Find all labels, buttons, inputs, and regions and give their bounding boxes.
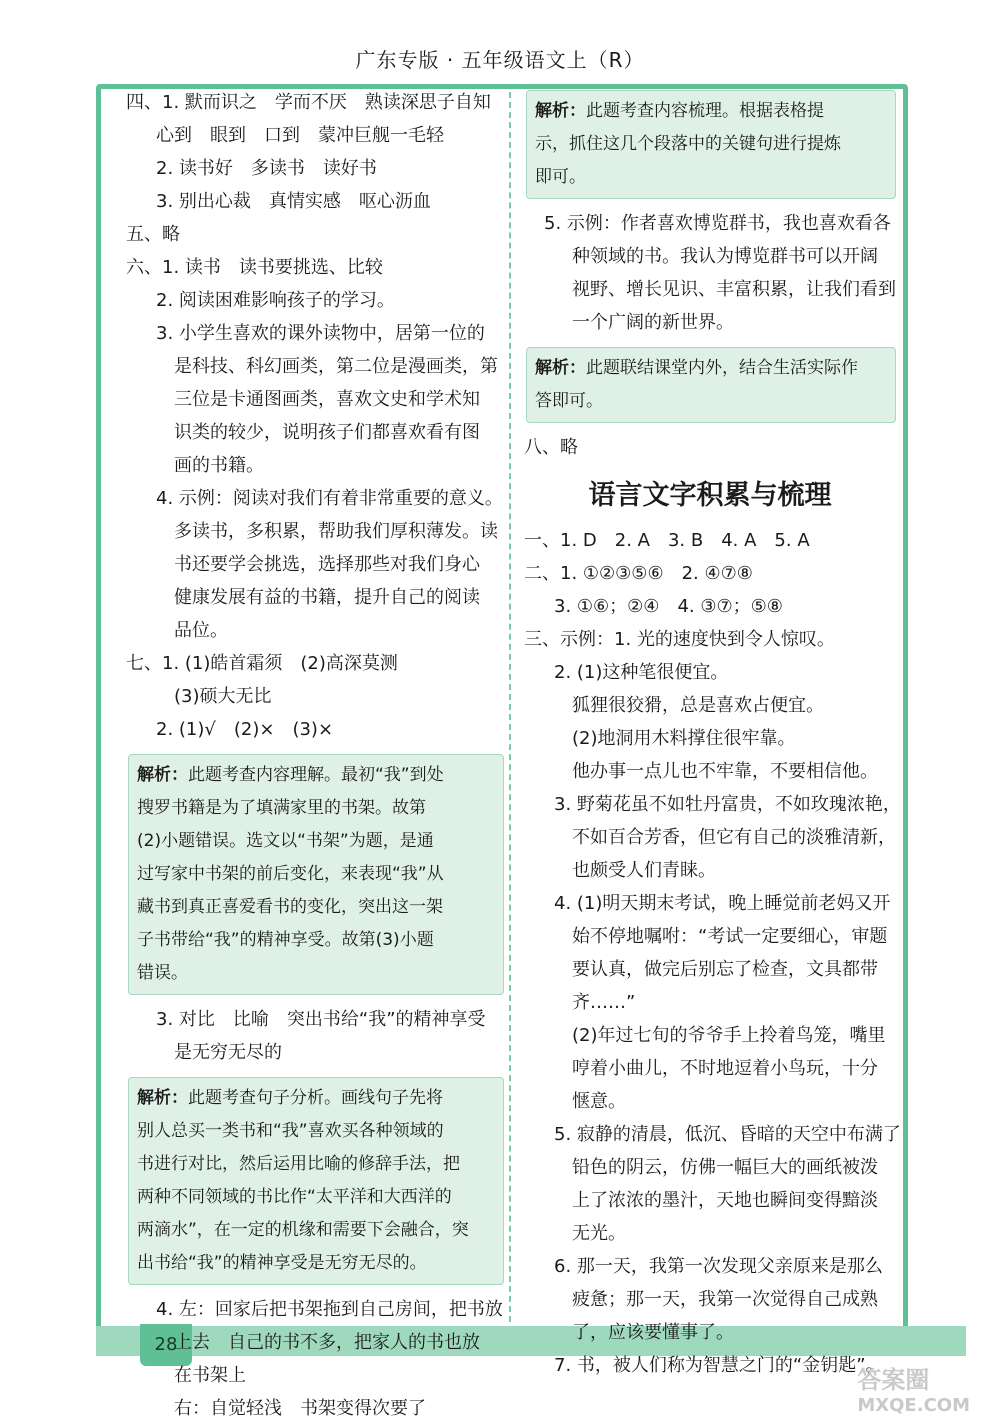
answer-7-4: 4. 左：回家后把书架拖到自己房间，把书放: [156, 1299, 503, 1320]
analysis-text: 别人总买一类书和“我”喜欢买各种领域的: [137, 1121, 444, 1141]
answer-7-1-cont: (3)硕大无比: [174, 686, 272, 707]
answer-7-4-cont: 右：自觉轻浅 书架变得次要了: [174, 1398, 426, 1419]
answer-r3-2: 2. (1)这种笔很便宜。: [554, 662, 729, 683]
answer-6-2: 2. 阅读困难影响孩子的学习。: [156, 290, 395, 311]
answer-6-3-cont: 识类的较少，说明孩子们都喜欢看有图: [174, 422, 480, 443]
section-title: 语言文字积累与梳理: [588, 480, 832, 511]
analysis-text: 错误。: [137, 963, 188, 983]
answer-7-2: 2. (1)√ (2)× (3)×: [156, 719, 334, 740]
answer-r3-5-cont: 上了浓浓的墨汁，天地也瞬间变得黯淡: [572, 1190, 878, 1211]
analysis-text: 藏书到真正喜爱看书的变化，突出这一架: [137, 897, 443, 917]
analysis-text: 此题考查句子分析。画线句子先将: [188, 1088, 443, 1108]
left-column: [126, 86, 504, 1425]
answer-7-1: 七、1. (1)皓首霜须 (2)高深莫测: [126, 653, 398, 674]
analysis-text: 答即可。: [535, 391, 603, 411]
analysis-box: [128, 1077, 504, 1285]
column-divider: [509, 92, 511, 1322]
answer-7-5-cont: 视野、增长见识、丰富积累，让我们看到: [572, 279, 896, 300]
analysis-label: 解析：: [535, 101, 586, 121]
answer-r2-cont: 3. ①⑥；②④ 4. ③⑦；⑤⑧: [554, 596, 783, 617]
page-header: 广东专版 · 五年级语文上（R）: [355, 48, 645, 72]
answer-r3-6-cont: 疲惫；那一天，我第一次觉得自己成熟: [572, 1289, 878, 1310]
analysis-text: 即可。: [535, 167, 586, 187]
analysis-box: [526, 90, 896, 199]
answer-r3-4-cont: 惬意。: [572, 1091, 626, 1112]
watermark-line: MXQE.COM: [857, 1395, 970, 1416]
answer-r1: 一、1. D 2. A 3. B 4. A 5. A: [524, 530, 810, 551]
answer-6-4: 4. 示例：阅读对我们有着非常重要的意义。: [156, 488, 503, 509]
analysis-text: 搜罗书籍是为了填满家里的书架。故第: [137, 798, 426, 818]
answer-r2: 二、1. ①②③⑤⑥ 2. ④⑦⑧: [524, 563, 753, 584]
answer-6-4-cont: 书还要学会挑选，选择那些对我们身心: [174, 554, 480, 575]
analysis-text: 两种不同领域的书比作“太平洋和大西洋的: [137, 1187, 452, 1207]
answer-4-1: 四、1. 默而识之 学而不厌 熟读深思子自知: [126, 92, 491, 113]
answer-r3-2-cont: 狐狸很狡猾，总是喜欢占便宜。: [572, 695, 824, 716]
answer-6-1: 六、1. 读书 读书要挑选、比较: [126, 257, 383, 278]
analysis-text: 示，抓住这几个段落中的关键句进行提炼: [535, 134, 841, 154]
right-column: [524, 86, 901, 1382]
answer-r3-3-cont: 不如百合芳香，但它有自己的淡雅清新，: [572, 827, 896, 848]
answer-4-3: 3. 别出心裁 真情实感 呕心沥血: [156, 191, 431, 212]
analysis-label: 解析：: [137, 765, 188, 785]
answer-6-4-cont: 健康发展有益的书籍，提升自己的阅读: [174, 587, 480, 608]
answer-r3-4: 4. (1)明天期末考试，晚上睡觉前老妈又开: [554, 893, 891, 914]
answer-r3-2-cont: (2)地洞用木料撑住很牢靠。: [572, 728, 796, 749]
answer-7-5: 5. 示例：作者喜欢博览群书，我也喜欢看各: [544, 213, 891, 234]
analysis-box: [128, 754, 504, 995]
answer-r3-3-cont: 也颇受人们青睐。: [572, 860, 716, 881]
watermark-logo: [857, 1360, 970, 1416]
answer-7-3-cont: 是无穷无尽的: [174, 1042, 282, 1063]
answer-6-3-cont: 画的书籍。: [174, 455, 264, 476]
analysis-label: 解析：: [137, 1088, 188, 1108]
answer-r3-6: 6. 那一天，我第一次发现父亲原来是那么: [554, 1256, 883, 1277]
answer-r3-5: 5. 寂静的清晨，低沉、昏暗的天空中布满了: [554, 1124, 901, 1145]
answer-r3-4-cont: 要认真，做完后别忘了检查，文具都带: [572, 959, 878, 980]
analysis-text: 子书带给“我”的精神享受。故第(3)小题: [137, 930, 434, 950]
analysis-label: 解析：: [535, 358, 586, 378]
answer-7-5-cont: 种领域的书。我认为博览群书可以开阔: [572, 246, 878, 267]
answer-r3-4-cont: (2)年过七旬的爷爷手上拎着鸟笼，嘴里: [572, 1025, 886, 1046]
answer-6-3: 3. 小学生喜欢的课外读物中，居第一位的: [156, 323, 485, 344]
analysis-text: 此题考查内容梳理。根据表格提: [586, 101, 824, 121]
answer-7-4-cont: 在书架上: [174, 1365, 246, 1386]
answer-6-4-cont: 品位。: [174, 620, 228, 641]
analysis-text: 过写家中书架的前后变化，来表现“我”从: [137, 864, 444, 884]
analysis-text: 两滴水”，在一定的机缘和需要下会融合，突: [137, 1220, 469, 1240]
analysis-box: [526, 347, 896, 423]
answer-r3-1: 三、示例：1. 光的速度快到令人惊叹。: [524, 629, 835, 650]
answer-r3-5-cont: 无光。: [572, 1223, 626, 1244]
answer-7-4-cont: 上去 自己的书不多，把家人的书也放: [174, 1332, 480, 1353]
answer-7-3: 3. 对比 比喻 突出书给“我”的精神享受: [156, 1009, 486, 1030]
analysis-text: 出书给“我”的精神享受是无穷无尽的。: [137, 1253, 427, 1273]
answer-r3-2-cont: 他办事一点儿也不牢靠，不要相信他。: [572, 761, 878, 782]
answer-4-1-cont: 心到 眼到 口到 蒙冲巨舰一毛轻: [156, 125, 444, 146]
answer-7-5-cont: 一个广阔的新世界。: [572, 312, 734, 333]
analysis-text: 书进行对比，然后运用比喻的修辞手法，把: [137, 1154, 460, 1174]
answer-5: 五、略: [126, 224, 180, 245]
answer-8: 八、略: [524, 437, 578, 458]
answer-r3-7: 7. 书，被人们称为智慧之门的“金钥匙”。: [554, 1355, 884, 1376]
answer-r3-4-cont: 齐……”: [572, 992, 636, 1013]
answer-4-2: 2. 读书好 多读书 读好书: [156, 158, 377, 179]
analysis-text: 此题考查内容理解。最初“我”到处: [188, 765, 444, 785]
answer-6-3-cont: 三位是卡通图画类，喜欢文史和学术知: [174, 389, 480, 410]
answer-6-3-cont: 是科技、科幻画类，第二位是漫画类，第: [174, 356, 498, 377]
answer-r3-3: 3. 野菊花虽不如牡丹富贵，不如玫瑰浓艳，: [554, 794, 901, 815]
answer-r3-4-cont: 始不停地嘱咐：“考试一定要细心，审题: [572, 926, 888, 947]
analysis-text: (2)小题错误。选文以“书架”为题，是通: [137, 831, 434, 851]
page-number: 28: [140, 1324, 192, 1366]
answer-r3-5-cont: 铅色的阴云，仿佛一幅巨大的画纸被泼: [572, 1157, 878, 1178]
answer-6-4-cont: 多读书，多积累，帮助我们厚积薄发。读: [174, 521, 498, 542]
analysis-text: 此题联结课堂内外，结合生活实际作: [586, 358, 858, 378]
watermark-line: 答案圈: [857, 1366, 930, 1394]
answer-r3-4-cont: 哼着小曲儿，不时地逗着小鸟玩，十分: [572, 1058, 878, 1079]
answer-r3-6-cont: 了，应该要懂事了。: [572, 1322, 734, 1343]
